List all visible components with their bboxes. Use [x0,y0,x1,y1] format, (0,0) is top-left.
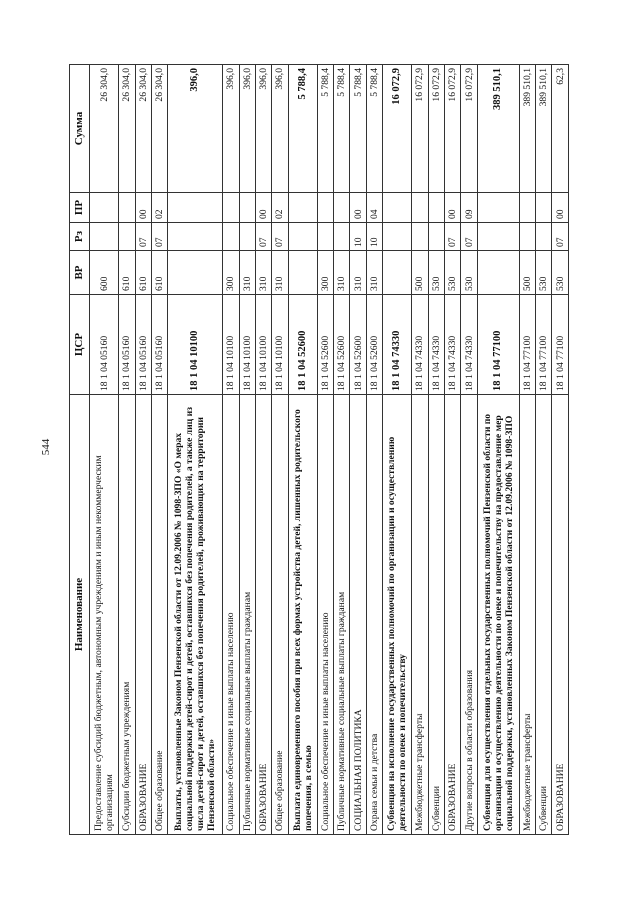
cell-csr: 18 1 04 74330 [445,295,461,395]
cell-sum: 5 788,4 [366,65,382,193]
table-row [461,65,477,835]
cell-csr: 18 1 04 74330 [461,295,477,395]
cell-rz [519,223,535,251]
cell-sum: 26 304,0 [90,65,119,193]
cell-csr: 18 1 04 05160 [119,295,135,395]
cell-sum: 5 788,4 [350,65,366,193]
table-row [445,65,461,835]
cell-csr: 18 1 04 10100 [272,295,288,395]
cell-pr [239,193,255,223]
cell-rz [223,223,239,251]
cell-rz: 07 [151,223,167,251]
cell-sum: 16 072,9 [461,65,477,193]
table-row [519,65,535,835]
cell-csr: 18 1 04 52600 [334,295,350,395]
cell-csr: 18 1 04 74330 [428,295,444,395]
cell-vr: 530 [428,251,444,295]
cell-pr [288,193,317,223]
cell-vr: 310 [239,251,255,295]
cell-vr [288,251,317,295]
cell-vr: 610 [119,251,135,295]
cell-csr: 18 1 04 77100 [536,295,552,395]
cell-sum: 396,0 [272,65,288,193]
rotated-table-container [69,65,569,835]
table-row [428,65,444,835]
cell-pr [317,193,333,223]
cell-name: Охрана семьи и детства [366,395,382,835]
cell-sum: 5 788,4 [317,65,333,193]
cell-vr: 530 [536,251,552,295]
table-row [239,65,255,835]
cell-vr: 310 [366,251,382,295]
cell-sum: 16 072,9 [383,65,412,193]
table-row [272,65,288,835]
cell-name: ОБРАЗОВАНИЕ [255,395,271,835]
cell-vr: 310 [255,251,271,295]
header-rz: Рз [70,223,90,251]
cell-rz: 07 [272,223,288,251]
budget-table [69,64,569,835]
header-sum: Сумма [70,65,90,193]
table-row [350,65,366,835]
cell-vr [168,251,223,295]
cell-csr: 18 1 04 77100 [519,295,535,395]
cell-pr: 02 [272,193,288,223]
table-row [168,65,223,835]
cell-csr: 18 1 04 10100 [239,295,255,395]
cell-rz: 10 [366,223,382,251]
header-name: Наименование [70,395,90,835]
table-row [383,65,412,835]
cell-csr: 18 1 04 52600 [288,295,317,395]
cell-rz [119,223,135,251]
table-row [317,65,333,835]
cell-rz [90,223,119,251]
cell-name: Другие вопросы в области образования [461,395,477,835]
cell-csr: 18 1 04 10100 [255,295,271,395]
cell-csr: 18 1 04 05160 [151,295,167,395]
table-row [119,65,135,835]
cell-pr: 02 [151,193,167,223]
cell-pr: 04 [366,193,382,223]
cell-sum: 396,0 [168,65,223,193]
cell-pr [412,193,428,223]
cell-sum: 389 510,1 [519,65,535,193]
cell-csr: 18 1 04 10100 [223,295,239,395]
cell-vr: 530 [461,251,477,295]
cell-sum: 389 510,1 [477,65,519,193]
cell-rz: 07 [461,223,477,251]
cell-rz [412,223,428,251]
header-vr: ВР [70,251,90,295]
cell-pr [168,193,223,223]
cell-pr [119,193,135,223]
cell-sum: 16 072,9 [428,65,444,193]
cell-rz [383,223,412,251]
cell-vr: 610 [151,251,167,295]
cell-sum: 26 304,0 [135,65,151,193]
cell-name: Общее образование [151,395,167,835]
cell-csr: 18 1 04 52600 [366,295,382,395]
cell-rz: 07 [255,223,271,251]
cell-name: Социальное обеспечение и иные выплаты населению [317,395,333,835]
cell-pr: 00 [445,193,461,223]
cell-vr: 600 [90,251,119,295]
cell-rz [536,223,552,251]
cell-name: ОБРАЗОВАНИЕ [552,395,569,835]
cell-pr [428,193,444,223]
cell-name: Межбюджетные трансферты [412,395,428,835]
cell-csr: 18 1 04 77100 [477,295,519,395]
table-row [334,65,350,835]
cell-name: ОБРАЗОВАНИЕ [445,395,461,835]
cell-rz [288,223,317,251]
cell-pr [383,193,412,223]
cell-name: Выплаты, установленные Законом Пензенской области от 12.09.2006 № 1098-ЗПО «О мерах социальной поддержки детей-сирот и детей, оставшихся без попечения родителей, а также лиц из числа детей-сирот и детей, оставшихся без попечения родителей, проживающих на территории Пензенской области» [168,395,223,835]
cell-sum: 26 304,0 [151,65,167,193]
cell-rz [428,223,444,251]
cell-pr [477,193,519,223]
page-number: 544 [40,438,52,456]
cell-name: ОБРАЗОВАНИЕ [135,395,151,835]
cell-sum: 16 072,9 [445,65,461,193]
cell-rz [334,223,350,251]
cell-name: Общее образование [272,395,288,835]
cell-sum: 396,0 [239,65,255,193]
cell-vr: 300 [223,251,239,295]
cell-rz: 07 [552,223,569,251]
header-pr: ПР [70,193,90,223]
table-row [90,65,119,835]
cell-vr: 310 [350,251,366,295]
cell-rz: 07 [445,223,461,251]
table-row [135,65,151,835]
table-body [90,65,569,835]
cell-rz [239,223,255,251]
cell-name: Публичные нормативные социальные выплаты гражданам [334,395,350,835]
cell-name: Субвенция для осуществления отдельных государственных полномочий Пензенской области по организации и осуществлению деятельности по опеке и попечительству на предоставление мер социальной поддержки, установленных Законом Пензенской области от 12.09.2006 № 1098-ЗПО [477,395,519,835]
table-row [552,65,569,835]
table-row [477,65,519,835]
cell-rz [477,223,519,251]
cell-rz [317,223,333,251]
header-csr: ЦСР [70,295,90,395]
cell-vr: 300 [317,251,333,295]
cell-sum: 26 304,0 [119,65,135,193]
cell-pr [334,193,350,223]
cell-name: Публичные нормативные социальные выплаты гражданам [239,395,255,835]
table-row [255,65,271,835]
cell-rz: 07 [135,223,151,251]
cell-csr: 18 1 04 10100 [168,295,223,395]
cell-vr: 310 [272,251,288,295]
table-row [412,65,428,835]
cell-name: СОЦИАЛЬНАЯ ПОЛИТИКА [350,395,366,835]
cell-name: Межбюджетные трансферты [519,395,535,835]
cell-vr: 610 [135,251,151,295]
cell-pr [519,193,535,223]
cell-name: Социальное обеспечение и иные выплаты населению [223,395,239,835]
cell-vr: 500 [412,251,428,295]
cell-sum: 16 072,9 [412,65,428,193]
cell-vr: 530 [445,251,461,295]
table-row [366,65,382,835]
table-row [288,65,317,835]
cell-name: Субсидии бюджетным учреждениям [119,395,135,835]
table-row [536,65,552,835]
cell-pr [90,193,119,223]
cell-sum: 62,3 [552,65,569,193]
cell-csr: 18 1 04 74330 [412,295,428,395]
cell-csr: 18 1 04 05160 [90,295,119,395]
cell-csr: 18 1 04 77100 [552,295,569,395]
cell-rz: 10 [350,223,366,251]
cell-vr [477,251,519,295]
cell-sum: 5 788,4 [288,65,317,193]
cell-pr: 09 [461,193,477,223]
cell-rz [168,223,223,251]
cell-name: Выплата единовременного пособия при всех формах устройства детей, лишенных родительского попечения, в семью [288,395,317,835]
table-row [223,65,239,835]
cell-csr: 18 1 04 05160 [135,295,151,395]
cell-csr: 18 1 04 74330 [383,295,412,395]
cell-csr: 18 1 04 52600 [317,295,333,395]
cell-pr [536,193,552,223]
cell-pr: 00 [552,193,569,223]
cell-name: Предоставление субсидий бюджетным, автономным учреждениям и иным некоммерческим организациям [90,395,119,835]
cell-vr [383,251,412,295]
table-header-row [70,65,90,835]
cell-pr: 00 [255,193,271,223]
cell-sum: 5 788,4 [334,65,350,193]
cell-vr: 310 [334,251,350,295]
cell-pr: 00 [350,193,366,223]
cell-pr [223,193,239,223]
cell-csr: 18 1 04 52600 [350,295,366,395]
table-row [151,65,167,835]
cell-sum: 396,0 [255,65,271,193]
cell-pr: 00 [135,193,151,223]
cell-name: Субвенции [428,395,444,835]
cell-vr: 530 [552,251,569,295]
cell-vr: 500 [519,251,535,295]
cell-name: Субвенция на исполнение государственных полномочий по организации и осуществлению деятельности по опеке и попечительству [383,395,412,835]
cell-name: Субвенции [536,395,552,835]
cell-sum: 396,0 [223,65,239,193]
cell-sum: 389 510,1 [536,65,552,193]
